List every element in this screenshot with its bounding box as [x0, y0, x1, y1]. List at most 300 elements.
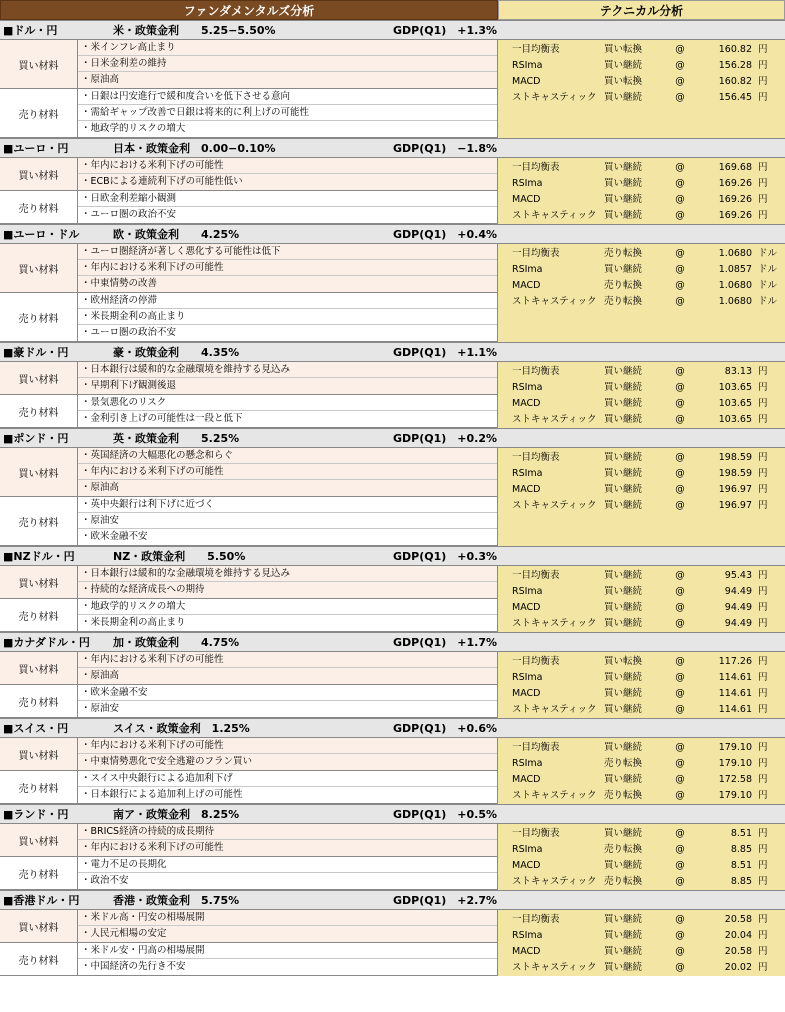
indicator-name: MACD: [512, 688, 541, 699]
indicator-name: ストキャスティック: [512, 414, 597, 425]
price-level: 8.51: [730, 828, 752, 839]
at-sign: @: [675, 248, 685, 259]
at-sign: @: [675, 860, 685, 871]
buy-factors-list: [78, 362, 497, 394]
currency-unit: ドル: [758, 248, 778, 259]
fundamental-analysis: [0, 824, 498, 890]
currency-unit: 円: [758, 688, 768, 699]
policy-rate: NZ・政策金利 5.50%: [113, 550, 246, 563]
sell-factors-list: [78, 191, 497, 223]
signal: 買い継続: [604, 162, 643, 173]
indicator-row: [498, 262, 785, 278]
gdp-growth: GDP(Q1) +1.1%: [393, 346, 498, 359]
policy-rate: 日本・政策金利 0.00−0.10%: [113, 142, 276, 155]
technical-analysis: [498, 566, 785, 632]
signal: 買い継続: [604, 398, 643, 409]
buy-factors: [0, 566, 497, 599]
indicator-name: 一目均衡表: [512, 452, 560, 463]
signal: 買い継続: [604, 742, 643, 753]
price-level: 196.97: [718, 500, 752, 511]
price-level: 94.49: [724, 586, 752, 597]
buy-factors-list: [78, 448, 497, 496]
sell-factors-label: 売り材料: [0, 395, 78, 427]
at-sign: @: [675, 280, 685, 291]
indicator-row: [498, 90, 785, 106]
indicator-name: RSIma: [512, 178, 543, 189]
at-sign: @: [675, 570, 685, 581]
indicator-row: [498, 294, 785, 310]
buy-factors-label: 買い材料: [0, 652, 78, 684]
factor-item: ・中東情勢悪化で安全逃避のフラン買い: [78, 754, 497, 770]
factor-item: ・ECBによる連続利下げの可能性低い: [78, 174, 497, 190]
factor-item: ・原油高: [78, 72, 497, 88]
indicator-row: [498, 686, 785, 702]
currency-unit: 円: [758, 844, 768, 855]
indicator-row: [498, 176, 785, 192]
price-level: 179.10: [718, 742, 752, 753]
currency-unit: 円: [758, 828, 768, 839]
pair-name: ■豪ドル・円: [3, 346, 69, 359]
at-sign: @: [675, 366, 685, 377]
at-sign: @: [675, 60, 685, 71]
price-level: 95.43: [724, 570, 752, 581]
indicator-row: [498, 568, 785, 584]
currency-pair-section: [0, 632, 785, 718]
pair-name: ■スイス・円: [3, 722, 69, 735]
signal: 買い継続: [604, 672, 643, 683]
currency-unit: 円: [758, 962, 768, 973]
buy-factors-label: 買い材料: [0, 448, 78, 496]
currency-unit: 円: [758, 76, 768, 87]
currency-unit: ドル: [758, 296, 778, 307]
signal: 買い継続: [604, 586, 643, 597]
at-sign: @: [675, 468, 685, 479]
fundamental-analysis: [0, 40, 498, 138]
factor-item: ・原油安: [81, 703, 120, 714]
fundamental-analysis: [0, 652, 498, 718]
factor-item: ・原油安: [78, 513, 497, 529]
price-level: 169.26: [718, 194, 752, 205]
at-sign: @: [675, 656, 685, 667]
currency-unit: 円: [758, 500, 768, 511]
buy-factors-list: [78, 566, 497, 598]
price-level: 198.59: [718, 452, 752, 463]
table-header: [0, 0, 785, 20]
technical-analysis: [498, 158, 785, 224]
buy-factors-label: 買い材料: [0, 40, 78, 88]
currency-unit: 円: [758, 60, 768, 71]
signal: 買い継続: [604, 178, 643, 189]
price-level: 169.26: [718, 178, 752, 189]
buy-factors: [0, 910, 497, 943]
indicator-row: [498, 654, 785, 670]
price-level: 103.65: [718, 414, 752, 425]
gdp-growth: GDP(Q1) +1.7%: [393, 636, 498, 649]
currency-unit: 円: [758, 44, 768, 55]
buy-factors-label: 買い材料: [0, 738, 78, 770]
gdp-growth: GDP(Q1) +0.4%: [393, 228, 498, 241]
indicator-row: [498, 412, 785, 428]
indicator-name: 一目均衡表: [512, 914, 560, 925]
at-sign: @: [675, 946, 685, 957]
indicator-row: [498, 616, 785, 632]
sell-factors-list: [78, 89, 497, 137]
buy-factors-list: [78, 244, 497, 292]
indicator-name: ストキャスティック: [512, 500, 597, 511]
signal: 買い継続: [604, 484, 643, 495]
pair-list: [0, 20, 785, 976]
factor-item: ・年内における米利下げの可能性: [78, 738, 497, 754]
indicator-name: ストキャスティック: [512, 790, 597, 801]
price-level: 179.10: [718, 758, 752, 769]
currency-pair-section: [0, 224, 785, 342]
signal: 買い継続: [604, 500, 643, 511]
pair-name: ■ユーロ・ドル: [3, 228, 80, 241]
technical-analysis: [498, 738, 785, 804]
price-level: 1.0680: [718, 296, 752, 307]
fundamental-analysis: [0, 910, 498, 976]
indicator-name: MACD: [512, 194, 541, 205]
buy-factors: [0, 158, 497, 191]
signal: 買い継続: [604, 210, 643, 221]
pair-body: [0, 448, 785, 546]
indicator-name: MACD: [512, 280, 541, 291]
pair-header: [0, 804, 785, 824]
indicator-row: [498, 740, 785, 756]
sell-factors: [0, 89, 497, 138]
currency-unit: 円: [758, 452, 768, 463]
signal: 買い継続: [604, 962, 643, 973]
signal: 買い継続: [604, 92, 643, 103]
fundamental-analysis: [0, 738, 498, 804]
at-sign: @: [675, 178, 685, 189]
indicator-row: [498, 278, 785, 294]
signal: 買い継続: [604, 860, 643, 871]
currency-unit: 円: [758, 366, 768, 377]
at-sign: @: [675, 414, 685, 425]
policy-rate: 英・政策金利 5.25%: [113, 432, 240, 445]
signal: 売り転換: [604, 876, 643, 887]
indicator-row: [498, 858, 785, 874]
factor-item: ・日本銀行による追加利上げの可能性: [81, 789, 243, 800]
currency-unit: 円: [758, 468, 768, 479]
technical-analysis: [498, 448, 785, 546]
pair-body: [0, 158, 785, 224]
factor-item: ・人民元相場の安定: [78, 926, 497, 942]
buy-factors-label: 買い材料: [0, 244, 78, 292]
price-level: 160.82: [718, 44, 752, 55]
factor-item: ・英国経済の大幅悪化の懸念和らぐ: [78, 448, 497, 464]
buy-factors: [0, 362, 497, 395]
sell-factors-list: [78, 395, 497, 427]
signal: 買い継続: [604, 570, 643, 581]
indicator-row: [498, 380, 785, 396]
currency-unit: 円: [758, 92, 768, 103]
at-sign: @: [675, 76, 685, 87]
at-sign: @: [675, 382, 685, 393]
factor-item: ・早期利下げ観測後退: [78, 378, 497, 394]
at-sign: @: [675, 484, 685, 495]
currency-unit: 円: [758, 656, 768, 667]
currency-unit: 円: [758, 570, 768, 581]
indicator-row: [498, 756, 785, 772]
sell-factors: [0, 293, 497, 342]
factor-item: ・欧州経済の停滞: [78, 293, 497, 309]
signal: 買い転換: [604, 656, 643, 667]
factor-item: ・持続的な経済成長への期待: [78, 582, 497, 598]
indicator-name: RSIma: [512, 468, 543, 479]
buy-factors-label: 買い材料: [0, 362, 78, 394]
indicator-row: [498, 208, 785, 224]
indicator-name: RSIma: [512, 758, 543, 769]
technical-analysis: [498, 362, 785, 428]
at-sign: @: [675, 688, 685, 699]
currency-unit: 円: [758, 210, 768, 221]
factor-item: ・日本銀行は緩和的な金融環境を維持する見込み: [78, 566, 497, 582]
pair-body: [0, 362, 785, 428]
signal: 売り転換: [604, 758, 643, 769]
indicator-name: 一目均衡表: [512, 742, 560, 753]
price-level: 156.28: [718, 60, 752, 71]
pair-header: [0, 632, 785, 652]
sell-factors: [0, 685, 497, 718]
sell-factors-label: 売り材料: [0, 771, 78, 803]
price-level: 117.26: [718, 656, 752, 667]
buy-factors-list: [78, 824, 497, 856]
price-level: 8.85: [730, 844, 752, 855]
gdp-growth: GDP(Q1) +0.3%: [393, 550, 498, 563]
factor-item: ・原油高: [78, 480, 497, 496]
indicator-row: [498, 702, 785, 718]
indicator-row: [498, 912, 785, 928]
indicator-row: [498, 58, 785, 74]
policy-rate: 加・政策金利 4.75%: [113, 636, 240, 649]
indicator-name: 一目均衡表: [512, 366, 560, 377]
buy-factors: [0, 448, 497, 497]
signal: 売り転換: [604, 844, 643, 855]
indicator-row: [498, 192, 785, 208]
currency-pair-section: [0, 138, 785, 224]
at-sign: @: [675, 828, 685, 839]
sell-factors: [0, 497, 497, 546]
indicator-row: [498, 772, 785, 788]
at-sign: @: [675, 92, 685, 103]
currency-unit: 円: [758, 414, 768, 425]
indicator-name: 一目均衡表: [512, 44, 560, 55]
price-level: 169.68: [718, 162, 752, 173]
pair-body: [0, 566, 785, 632]
indicator-row: [498, 928, 785, 944]
factor-item: ・日米金利差の維持: [78, 56, 497, 72]
pair-header: [0, 546, 785, 566]
sell-factors: [0, 599, 497, 632]
signal: 買い継続: [604, 264, 643, 275]
sell-factors-list: [78, 857, 497, 889]
pair-body: [0, 40, 785, 138]
price-level: 20.58: [724, 914, 752, 925]
buy-factors-label: 買い材料: [0, 566, 78, 598]
indicator-name: ストキャスティック: [512, 876, 597, 887]
pair-header: [0, 138, 785, 158]
factor-item: ・米長期金利の高止まり: [81, 617, 186, 628]
buy-factors: [0, 40, 497, 89]
factor-item: ・景気悪化のリスク: [78, 395, 497, 411]
at-sign: @: [675, 618, 685, 629]
factor-item: ・年内における米利下げの可能性: [78, 652, 497, 668]
indicator-row: [498, 600, 785, 616]
at-sign: @: [675, 602, 685, 613]
indicator-row: [498, 74, 785, 90]
buy-factors-label: 買い材料: [0, 824, 78, 856]
at-sign: @: [675, 844, 685, 855]
indicator-name: 一目均衡表: [512, 656, 560, 667]
buy-factors-label: 買い材料: [0, 158, 78, 190]
buy-factors: [0, 652, 497, 685]
technical-analysis: [498, 40, 785, 138]
factor-item: ・金利引き上げの可能性は一段と低下: [81, 413, 243, 424]
indicator-name: MACD: [512, 484, 541, 495]
pair-name: ■香港ドル・円: [3, 894, 80, 907]
signal: 買い継続: [604, 468, 643, 479]
technical-analysis: [498, 244, 785, 342]
indicator-name: RSIma: [512, 264, 543, 275]
signal: 買い継続: [604, 414, 643, 425]
currency-unit: 円: [758, 774, 768, 785]
currency-pair-section: [0, 546, 785, 632]
currency-unit: 円: [758, 758, 768, 769]
currency-unit: 円: [758, 704, 768, 715]
indicator-row: [498, 584, 785, 600]
price-level: 1.0680: [718, 248, 752, 259]
factor-item: ・年内における米利下げの可能性: [78, 840, 497, 856]
gdp-growth: GDP(Q1) +0.5%: [393, 808, 498, 821]
indicator-name: RSIma: [512, 672, 543, 683]
signal: 買い転換: [604, 44, 643, 55]
pair-body: [0, 652, 785, 718]
gdp-growth: GDP(Q1) +0.6%: [393, 722, 498, 735]
at-sign: @: [675, 672, 685, 683]
factor-item: ・中東情勢の改善: [78, 276, 497, 292]
indicator-row: [498, 482, 785, 498]
price-level: 20.04: [724, 930, 752, 941]
at-sign: @: [675, 194, 685, 205]
buy-factors-list: [78, 40, 497, 88]
pair-header: [0, 718, 785, 738]
price-level: 103.65: [718, 398, 752, 409]
currency-unit: 円: [758, 618, 768, 629]
price-level: 94.49: [724, 618, 752, 629]
at-sign: @: [675, 210, 685, 221]
factor-item: ・米インフレ高止まり: [78, 40, 497, 56]
currency-pair-section: [0, 20, 785, 138]
signal: 買い継続: [604, 618, 643, 629]
technical-header: テクニカル分析: [498, 0, 785, 20]
currency-unit: 円: [758, 382, 768, 393]
indicator-name: 一目均衡表: [512, 248, 560, 259]
factor-item: ・米長期金利の高止まり: [78, 309, 497, 325]
factor-item: ・スイス中央銀行による追加利下げ: [78, 771, 497, 787]
at-sign: @: [675, 876, 685, 887]
signal: 買い継続: [604, 914, 643, 925]
price-level: 103.65: [718, 382, 752, 393]
factor-item: ・日欧金利差縮小観測: [78, 191, 497, 207]
at-sign: @: [675, 704, 685, 715]
indicator-name: ストキャスティック: [512, 704, 597, 715]
at-sign: @: [675, 398, 685, 409]
indicator-name: ストキャスティック: [512, 92, 597, 103]
signal: 買い継続: [604, 366, 643, 377]
currency-unit: 円: [758, 876, 768, 887]
factor-item: ・電力不足の長期化: [78, 857, 497, 873]
buy-factors: [0, 738, 497, 771]
indicator-row: [498, 42, 785, 58]
sell-factors-list: [78, 771, 497, 803]
factor-item: ・米ドル安・円高の相場展開: [78, 943, 497, 959]
currency-pair-section: [0, 342, 785, 428]
signal: 買い継続: [604, 774, 643, 785]
buy-factors-list: [78, 910, 497, 942]
signal: 買い継続: [604, 688, 643, 699]
factor-item: ・地政学的リスクの増大: [81, 123, 186, 134]
sell-factors-label: 売り材料: [0, 293, 78, 341]
buy-factors-list: [78, 652, 497, 684]
factor-item: ・ユーロ圏経済が著しく悪化する可能性は低下: [78, 244, 497, 260]
signal: 買い継続: [604, 382, 643, 393]
fundamental-header: ファンダメンタルズ分析: [0, 0, 498, 20]
price-level: 1.0857: [718, 264, 752, 275]
currency-unit: 円: [758, 586, 768, 597]
indicator-row: [498, 246, 785, 262]
price-level: 8.85: [730, 876, 752, 887]
factor-item: ・年内における米利下げの可能性: [78, 158, 497, 174]
price-level: 83.13: [724, 366, 752, 377]
policy-rate: スイス・政策金利 1.25%: [113, 722, 250, 735]
signal: 買い継続: [604, 602, 643, 613]
currency-unit: 円: [758, 742, 768, 753]
pair-name: ■ポンド・円: [3, 432, 69, 445]
price-level: 160.82: [718, 76, 752, 87]
currency-pair-section: [0, 428, 785, 546]
price-level: 198.59: [718, 468, 752, 479]
indicator-name: RSIma: [512, 382, 543, 393]
at-sign: @: [675, 500, 685, 511]
currency-unit: 円: [758, 860, 768, 871]
indicator-name: 一目均衡表: [512, 828, 560, 839]
buy-factors-list: [78, 738, 497, 770]
signal: 売り転換: [604, 280, 643, 291]
sell-factors-list: [78, 943, 497, 975]
indicator-name: MACD: [512, 774, 541, 785]
factor-item: ・米ドル高・円安の相場展開: [78, 910, 497, 926]
indicator-name: 一目均衡表: [512, 570, 560, 581]
indicator-name: MACD: [512, 398, 541, 409]
gdp-growth: GDP(Q1) +2.7%: [393, 894, 498, 907]
currency-pair-section: [0, 804, 785, 890]
technical-analysis: [498, 824, 785, 890]
indicator-name: ストキャスティック: [512, 210, 597, 221]
price-level: 114.61: [718, 688, 752, 699]
signal: 買い継続: [604, 930, 643, 941]
gdp-growth: GDP(Q1) −1.8%: [393, 142, 498, 155]
signal: 買い継続: [604, 704, 643, 715]
at-sign: @: [675, 44, 685, 55]
currency-unit: 円: [758, 946, 768, 957]
pair-body: [0, 244, 785, 342]
at-sign: @: [675, 452, 685, 463]
signal: 買い継続: [604, 452, 643, 463]
currency-unit: 円: [758, 484, 768, 495]
pair-header: [0, 20, 785, 40]
